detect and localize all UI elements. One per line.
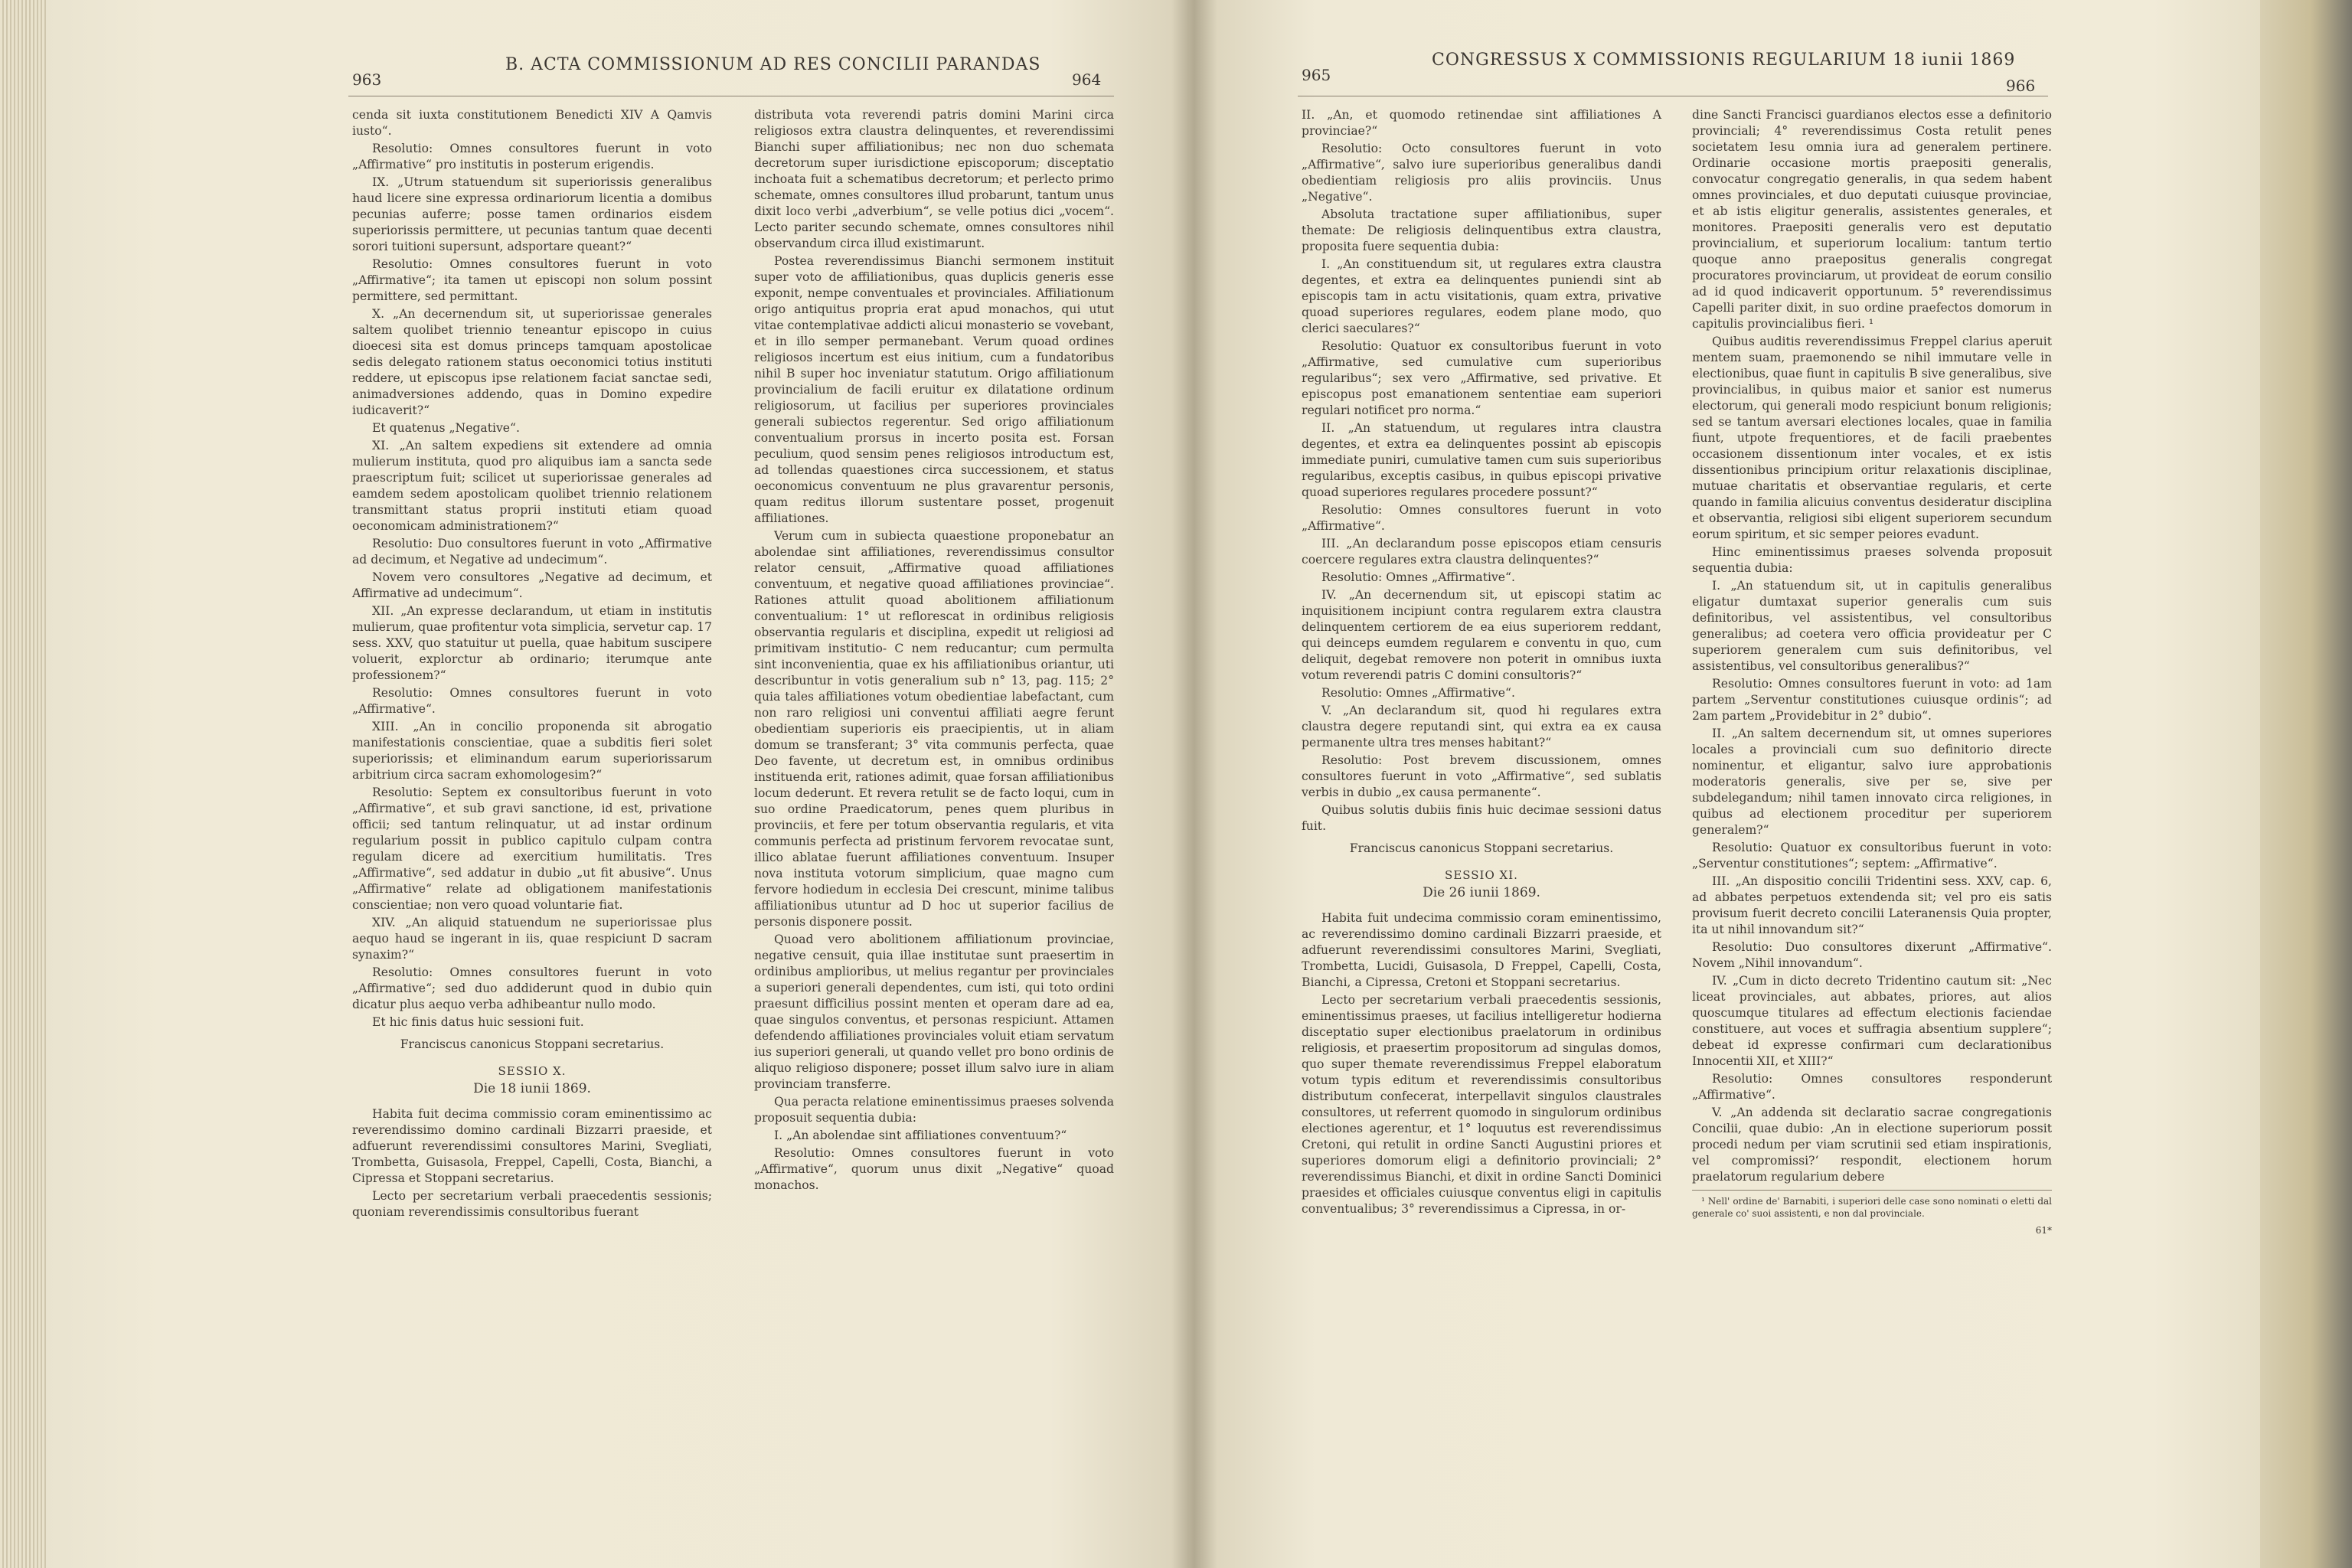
running-header-right: CONGRESSUS X COMMISSIONIS REGULARIUM 18 iunii 1869 [1432,51,2016,70]
paragraph: V. „An declarandum sit, quod hi regulares extra claustra degere reputandi sint, qui extra ea ex causa permanente ultra tres menses habitant?“ [1302,704,1661,750]
paragraph: Resolutio: Omnes „Affirmative“. [1321,686,1515,700]
right-page [1187,0,2260,1568]
footnote: ¹ Nell' ordine de' Barnabiti, i superiori delle case sono nominati o eletti dal generale co' suoi assistenti, e non dal provinciale. [1692,1190,2052,1220]
paragraph: Qua peracta relatione eminentissimus praeses solvenda proposuit sequentia dubia: [754,1095,1114,1125]
paragraph: IX. „Utrum statuendum sit superiorissis generalibus haud licere sine expressa ordinariorum licentia a domibus pecunias auferre; posse tamen ordinarios eisdem superiorissis permittere, ut pecunias tantum quae decenti sorori tuitioni supersunt, adsportare queant?“ [352,175,712,253]
paragraph: cenda sit iuxta constitutionem Benedicti XIV A Qamvis iusto“. [352,108,712,138]
paragraph: II. „An, et quomodo retinendae sint affiliationes A provinciae?“ [1302,108,1661,138]
paragraph: Resolutio: Omnes consultores fuerunt in voto „Affirmative“, quorum unus dixit „Negative“ quoad monachos. [754,1146,1114,1192]
paragraph: XII. „An expresse declarandum, ut etiam in institutis mulierum, quae profitentur vota simplicia, servetur cap. 17 sess. XXV, quo statuitur ut puella, quae habitum suscipere voluerit, explorctur ab ordinario; iterumque ante professionem?“ [352,604,712,682]
page-number-966: 966 [2006,77,2036,95]
paragraph: Resolutio: Quatuor ex consultoribus fuerunt in voto „Affirmative, sed cumulative cum superioribus regularibus“; sex vero „Affirmative, sed privative. Et episcopus post emanationem sententiae eam superiori regulari notificet pro norma.“ [1302,339,1661,417]
paragraph: Novem vero consultores „Negative ad decimum, et Affirmative ad undecimum“. [352,570,712,600]
paragraph: I. „An abolendae sint affiliationes conventuum?“ [774,1129,1067,1142]
paragraph: Resolutio: Omnes consultores fuerunt in voto „Affirmative“. [352,686,712,716]
left-page-edges [0,0,46,1568]
right-page-column-1 [1302,107,1661,1219]
paragraph: Et quatenus „Negative“. [372,421,520,435]
paragraph: Habita fuit decima commissio coram eminentissimo ac reverendissimo domino cardinali Bizzarri praeside, et adfuerunt reverendissimi consultores Marini, Svegliati, Trombetta, Guisasola, Freppel, Capelli, Costa, Bianchi, a Cipressa et Stoppani secretarius. [352,1107,712,1185]
right-page-column-2 [1692,107,2052,1240]
paragraph: X. „An decernendum sit, ut superiorissae generales saltem quolibet triennio teneantur episcopo in cuius dioecesi sita est domus princeps tamquam apostolicae sedis delegato rationem status oeconomici totius instituti reddere, ut episcopus ipse relationem faciat sanctae sedi, animadversiones addendo, quas in Domino expedire iudicaverit?“ [352,307,712,417]
paragraph: Die 18 iunii 1869. [473,1081,591,1096]
paragraph: Et hic finis datus huic sessioni fuit. [372,1015,584,1029]
paragraph: SESSIO XI. [1445,868,1518,882]
paragraph: Habita fuit undecima commissio coram eminentissimo, ac reverendissimo domino cardinali Bizzarri praeside, et adfuerunt reverendissimi consultores Marini, Svegliati, Trombetta, Lucidi, Guisasola, D Freppel, Capelli, Costa, Bianchi, a Cipressa, Cretoni et Stoppani secretarius. [1302,911,1661,989]
paragraph: IV. „Cum in dicto decreto Tridentino cautum sit: „Nec liceat provinciales, aut abbates, priores, aut alios quoscumque titulares ad effectum electionis faciendae constituere, aut voces et suffragia absentium supplere“; debeat id expresse confirmari cum declarationibus Innocentii XII, et XIII?“ [1692,974,2052,1068]
paragraph: II. „An statuendum, ut regulares intra claustra degentes, et extra ea delinquentes possint ab episcopis immediate puniri, cumulative tamen cum suis superioribus regularibus, exceptis casibus, in quibus episcopi privative quoad superiores regulares procedere possunt?“ [1302,421,1661,499]
paragraph: XIII. „An in concilio proponenda sit abrogatio manifestationis conscientiae, quae a subditis fieri solet superiorissis; et eliminandum earum superiorissarum arbitrium circa sacram exhomologesim?“ [352,720,712,782]
paragraph: III. „An dispositio concilii Tridentini sess. XXV, cap. 6, ad abbates perpetuos extendenda sit; vel pro eis satis provisum fuerit decreto concilii Lateranensis Quia propter, ita ut nihil innovandum sit?“ [1692,874,2052,936]
paragraph: Verum cum in subiecta quaestione proponebatur an abolendae sint affiliationes, reverendissimus consultor relator censuit, „Affirmative quoad affiliationes conventuum, et negative quoad affiliationes provinciae“. Rationes attulit quoad abolitionem affiliationum conventualium: 1° ut reflorescat in ordinibus religiosis observantia regularis et disciplina, expedit ut religiosi ad primitivam institutio- C nem reducantur; cum permulta sint inconvenientia, quae ex his affiliationibus oriantur, uti describuntur in votis generalium sub n° 13, pag. 115; 2° quia tales affiliationes votum obedientiae labefactant, cum non raro religiosi uni conventui affiliati aegre ferunt obedientiam superioris eis praecipientis, ut in aliam domum se transferant; 3° vita communis perfecta, quae Deo favente, ut decretum est, in omnibus ordinibus instituenda erit, rationes adimit, quae forsan affiliationibus locum dederunt. Et revera retulit se de facto loqui, cum in suo ordine Praedicatorum, penes quem pluribus in provinciis, et fere per totum observantia regularis, et vita communis perfecta ad pristinum fervorem revocatae sunt, illico ablatae fuerunt affiliationes conventuum. Insuper nova instituta votorum simplicium, quae magno cum fervore hodiedum in ecclesia Dei crescunt, minime talibus affiliationibus utuntur ad D hoc ut superior facilius de personis disponere possit. [754,529,1114,929]
paragraph: I. „An statuendum sit, ut in capitulis generalibus eligatur dumtaxat superior generalis cum suis definitoribus, vel assistentibus, vel consultoribus generalibus; ad coetera vero officia provideatur per C superiorem generalem cum suis definitoribus, vel assistentibus, vel consultoribus generalibus?“ [1692,579,2052,673]
paragraph: Resolutio: Omnes consultores fuerunt in voto: ad 1am partem „Serventur constitutiones cuiusque ordinis“; ad 2am partem „Providebitur in 2° dubio“. [1692,677,2052,723]
paragraph: Resolutio: Omnes „Affirmative“. [1321,570,1515,584]
paragraph: Resolutio: Octo consultores fuerunt in voto „Affirmative“, salvo iure superioribus generalibus dandi obedientiam religiosis pro aliis provinciis. Unus „Negative“. [1302,142,1661,204]
paragraph: Resolutio: Omnes consultores fuerunt in voto „Affirmative“. [1302,503,1661,533]
paragraph: distributa vota reverendi patris domini Marini circa religiosos extra claustra delinquentes, et reverendissimi Bianchi super affiliationibus; nec non duo schemata decretorum super iurisdictione episcoporum; disceptatio inchoata fuit a schematibus decretorum; et perlecto primo schemate, omnes consultores illud probarunt, tantum unus dixit loco verbi „adverbium“, se velle potius dici „vocem“. Lecto pariter secundo schemate, omnes consultores nihil observandum circa illud existimarunt. [754,108,1114,250]
paragraph: XIV. „An aliquid statuendum ne superiorissae plus aequo haud se ingerant in iis, quae respiciunt D sacram synaxim?“ [352,916,712,962]
page-number-964: 964 [1072,70,1102,89]
paragraph: Resolutio: Duo consultores dixerunt „Affirmative“. Novem „Nihil innovandum“. [1692,940,2052,970]
paragraph: Hinc eminentissimus praeses solvenda proposuit sequentia dubia: [1692,545,2052,575]
left-page-column-1 [352,107,712,1222]
signature-mark: 61* [2035,1225,2052,1236]
paragraph: XI. „An saltem expediens sit extendere ad omnia mulierum instituta, quod pro aliquibus iam a sancta sede praescriptum fuit; scilicet ut superiorissae generales ad eamdem sedem apostolicam quolibet triennio relationem transmittant status proprii instituti etiam quoad oeconomicam administrationem?“ [352,439,712,533]
paragraph: Resolutio: Duo consultores fuerunt in voto „Affirmative ad decimum, et Negative ad undecimum“. [352,537,712,567]
paragraph: I. „An constituendum sit, ut regulares extra claustra degentes, et extra ea delinquentes puniendi sint ab episcopis tam in actu visitationis, quam extra, privative quoad superiores regulares, eodem plane modo, quo clerici saeculares?“ [1302,257,1661,335]
paragraph: SESSIO X. [498,1064,567,1078]
paragraph: III. „An declarandum posse episcopos etiam censuris coercere regulares extra claustra delinquentes?“ [1302,537,1661,567]
paragraph: Absoluta tractatione super affiliationibus, super themate: De religiosis delinquentibus extra claustra, proposita fuere sequentia dubia: [1302,207,1661,253]
paragraph: Resolutio: Omnes consultores fuerunt in voto „Affirmative“; sed duo addiderunt quod in dubio quin dicatur plus aequo verba adhibeantur nullo modo. [352,965,712,1011]
paragraph: Lecto per secretarium verbali praecedentis sessionis; quoniam reverendissimis consultoribus fuerant [352,1189,712,1219]
paragraph: Resolutio: Post brevem discussionem, omnes consultores fuerunt in voto „Affirmative“, sed sublatis verbis in dubio „ex causa permanente“. [1302,753,1661,799]
paragraph: Lecto per secretarium verbali praecedentis sessionis, eminentissimus praeses, ut facilius intelligeretur hodierna disceptatio super electionibus praelatorum in ordinibus religiosis, et praesertim propositorum ad singulas domos, quo super themate reverendissimus Freppel elaboratum votum typis editum et reverendissimis consultoribus distributum confecerat, interpellavit singulos claustrales consultores, ut referrent quomodo in singulorum ordinibus electiones agerentur, et 1° loquutus est reverendissimus Cretoni, qui retulit in ordine Sancti Augustini priores et superiores domorum eligi a definitorio provinciali; 2° reverendissimus Bianchi, et dixit in ordine Sancti Dominici praesides et officiales cuiusque conventus eligi in capitulis conventualibus; 3° reverendissimus a Cipressa, in or- [1302,993,1661,1216]
page-number-963: 963 [352,70,382,89]
book-gutter [1171,0,1217,1568]
paragraph: Resolutio: Septem ex consultoribus fuerunt in voto „Affirmative“, et sub gravi sanctione, id est, privatione officii; sed tantum relinquatur, ut ad instar ordinum regularium possit in publico capitulo culpam contra regulam dicere ad exercitium humilitatis. Tres „Affirmative“, sed addatur in dubio „ut fit abusive“. Unus „Affirmative“ relate ad obligationem manifestationis conscientiae; non vero quoad voluntarie fiat. [352,786,712,912]
paragraph: Quibus auditis reverendissimus Freppel clarius aperuit mentem suam, praemonendo se nihil immutare velle in electionibus, quae fiunt in capitulis B sive generalibus, sive provincialibus, in quibus maior et sanior est numerus electorum, qui generali modo respiciunt bonum religionis; sed se tantum aversari electiones locales, quae in familia fiunt, utpote frequentiores, et de facili praebentes occasionem dissentionum inter vocales, et ex istis dissentionibus principium oritur relaxationis disciplinae, mutuae charitatis et observantiae regularis, et certe quando in familia alicuius conventus desideratur disciplina et observantia, religiosi sibi eligent superiorem secundum eorum spiritum, et sic semper peiores evadunt. [1692,335,2052,541]
page-number-965: 965 [1302,66,1331,84]
paragraph: Resolutio: Omnes consultores responderunt „Affirmative“. [1692,1072,2052,1102]
running-header-left: B. ACTA COMMISSIONUM AD RES CONCILII PARANDAS [505,55,1041,74]
paragraph: Quoad vero abolitionem affiliationum provinciae, negative censuit, quia illae institutae sunt praesertim in ordinibus amplioribus, ut melius regantur per provinciales a superiori generali dependentes, cum isti, qui toto ordini praesunt difficilius possint menten et operam dare ad ea, quae singulos conventus, et personas respiciunt. Attamen defendendo affiliationes provinciales voluit etiam servatum ius superiori generali, ut quando vellet pro bono ordinis de aliquo religioso disponere; posset illum salvo iure in aliam provinciam transferre. [754,933,1114,1091]
paragraph: Die 26 iunii 1869. [1423,885,1540,900]
paragraph: Franciscus canonicus Stoppani secretarius. [400,1037,665,1051]
paragraph: dine Sancti Francisci guardianos electos esse a definitorio provinciali; 4° reverendissimus Costa retulit penes societatem Iesu omnia iura ad generalem pertinere. Ordinarie occasione mortis praepositi generalis, convocatur congregatio generalis, in qua sedem habent omnes provinciales, et duo deputati cuiusque provinciae, et ab istis eligitur generalis, assistentes generales, et monitores. Praepositi generalis vero est deputatio provincialium, et superiorum localium: tantum tertio quoque anno praepositus generalis congregat procuratores provinciarum, ut provideat de eorum consilio ad id quod indicaverit opportunum. 5° reverendissimus Capelli pariter dixit, in suo ordine praefectos domorum in capitulis provincialibus fieri. ¹ [1692,108,2052,331]
paragraph: Resolutio: Omnes consultores fuerunt in voto „Affirmative“ pro institutis in posterum erigendis. [352,142,712,172]
paragraph: Quibus solutis dubiis finis huic decimae sessioni datus fuit. [1302,803,1661,833]
right-page-edges [2260,0,2352,1568]
paragraph: Franciscus canonicus Stoppani secretarius. [1349,841,1614,855]
paragraph: II. „An saltem decernendum sit, ut omnes superiores locales a provinciali cum suo definitorio directe nominentur, et eligantur, salvo iure approbationis moderatoris generalis, sive per se, sive per subdelegandum; nihil tamen innovato circa religiones, in quibus ad electionem proceditur per superiorem generalem?“ [1692,727,2052,837]
left-page [46,0,1187,1568]
paragraph: Postea reverendissimus Bianchi sermonem instituit super voto de affiliationibus, quas duplicis generis esse exponit, nempe conventuales et provinciales. Affiliationum origo antiquitus propria erat apud monachos, qui utut vitae contemplativae addicti alicui monasterio se vovebant, et in illo semper permanebant. Verum quoad ordines religiosos incertum est eius initium, cum a fundatoribus nihil B super hoc inveniatur statutum. Origo affiliationum provincialium de facili eruitur ex dilatatione ordinum religiosorum, ut facilius per superiores provinciales generali subiectos regerentur. Sed origo affiliationum conventualium prorsus in incerto posita est. Forsan peculium, quod sensim penes religiosos introductum est, ad tollendas quaestiones circa successionem, et status oeconomicus conventuum ne plus gravarentur personis, quam reditus illorum sustentare posset, progenuit affiliationes. [754,254,1114,525]
paragraph: V. „An addenda sit declaratio sacrae congregationis Concilii, quae dubio: ‚An in electione superiorum possit procedi nedum per viam scrutinii sed etiam inspirationis, vel compromissi?‘ respondit, electionem horum praelatorum regularium debere [1692,1106,2052,1184]
paragraph: Resolutio: Quatuor ex consultoribus fuerunt in voto: „Serventur constitutiones“; septem: „Affirmative“. [1692,841,2052,871]
paragraph: Resolutio: Omnes consultores fuerunt in voto „Affirmative“; ita tamen ut episcopi non solum possint permittere, sed permittant. [352,257,712,303]
paragraph: IV. „An decernendum sit, ut episcopi statim ac inquisitionem incipiunt contra regularem extra claustra delinquentem certiorem de ea eius superiorem reddant, qui deinceps eumdem regularem e conventu in quo, cum deliquit, degebat removere non poterit in omnibus iuxta votum reverendi patris C domini consultoris?“ [1302,588,1661,682]
left-page-column-2 [754,107,1114,1195]
